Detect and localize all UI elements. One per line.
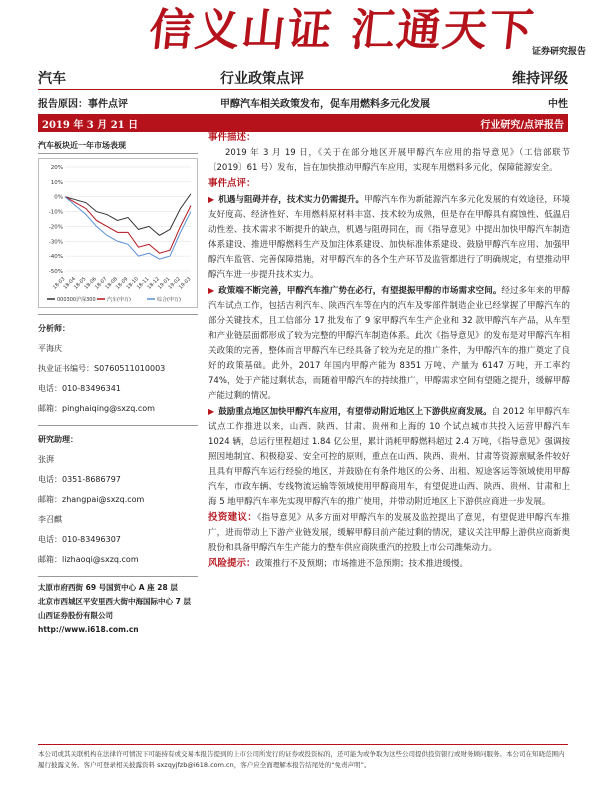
triangle-icon: ▶ [208,195,215,204]
report-date: 2019 年 3 月 21 日 [42,119,139,131]
x-tick-label: 18-12 [146,276,161,291]
event-desc: 2019 年 3 月 19 日，《关于在部分地区开展甲醇汽车应用的指导意见》（工信部联节〔2019〕61 号）发布，旨在加快推动甲醇汽车应用，实现车用燃料多元化，保障能源安全。 [208,148,570,173]
header-row-2 [38,92,568,112]
analyst-heading: 分析师： [38,324,70,333]
y-tick-label: -20% [48,224,63,231]
assistant-phone: 电话：0351-8686797 [38,475,121,484]
analyst-license: 执业证书编号：S0760511010003 [38,364,166,373]
sector: 汽车 [38,70,66,87]
sidebar [38,140,198,637]
company-url[interactable]: http://www.i618.com.cn [38,625,139,634]
y-tick-label: -30% [48,239,63,246]
y-tick-label: 0% [54,194,63,201]
point-2 [208,283,570,404]
x-tick-label: 18-09 [114,276,130,291]
advice-heading: 投资建议： [208,512,258,523]
chart-title: 汽车板块近一年市场表现 [38,140,198,154]
legend-entry: 汽车(申万) [107,297,131,303]
point-1 [208,192,570,283]
risk-text: 政策推行不及预期；市场推进不急预期；技术推进缓慢。 [255,559,469,569]
point-3-text: 自 2012 年甲醇汽车试点工作推进以来，山西、陕西、甘肃、贵州和上海的 10 个试点城市共投入运营甲醇汽车 1024 辆，总运行里程超过 1.84 亿公里，累计消耗甲醇燃料超过 2.4 万吨，《指导意见》强调按照因地制宜、积极稳妥、安全可控的原则，重点在山西、陕西、贵州、甘肃等资源禀赋条件较好且具有甲醇汽车运行经验的地区，并鼓励在有条件地区的公务、出租、短途客运等领域使用甲醇汽车，市政车辆、专线物流运输等领域使用甲醇商用车，有望促进山西、陕西、贵州、甘肃和上海 5 地甲醇汽车率先实现甲醇汽车的推广使用，并带动附近地区上下游供应商进一步发展。 [208,407,570,507]
address-block [38,581,198,637]
y-tick-label: -10% [48,209,63,216]
point-2-text: 经过多年来的甲醇汽车试点工作，包括吉利汽车、陕西汽车等在内的汽车及零部件制造企业已经掌握了甲醇汽车的部分关键技术，且工信部分 17 批发布了 9 家甲醇汽车生产企业和 32 款甲醇汽车产品，从车型和产业链层面都形成了较为完整的甲醇汽车制造体系。此次《指导意见》的发布是对甲醇汽车相关政策的完善，整体而言甲醇汽车已经具备了较为充足的推广条件，为甲醇汽车的推广奠定了良好的政策基础。此外，2017 年国内甲醇产能为 8351 万吨、产量为 6147 万吨，开工率约 74%，处于产能过剩状态，而随着甲醇汽车的持续推广，甲醇需求空间有望随之提升，缓解甲醇产能过剩的情况。 [208,286,570,401]
series-line [65,194,191,236]
event-desc-heading: 事件描述： [208,132,256,143]
x-tick-label: 18-05 [72,276,88,291]
report-banner [0,0,600,64]
event-review-heading: 事件点评： [208,178,256,189]
market-chart [38,158,198,308]
point-3 [208,404,570,510]
x-tick-label: 18-06 [83,276,98,291]
y-tick-label: 10% [50,179,63,186]
legend-entry: 000300沪深300 [57,297,96,303]
x-tick-label: 18-08 [104,276,119,291]
banner-slogan: 信义山证 汇通天下 [146,5,538,56]
banner-label: 证券研究报告 [531,47,586,57]
report-title: 甲醇汽车相关政策发布，促车用燃料多元化发展 [220,98,430,110]
y-tick-label: -50% [48,269,63,275]
triangle-icon: ▶ [208,407,215,416]
rating-value: 中性 [548,98,568,110]
assistant-name: 张湃 [38,455,54,464]
risk [208,556,570,572]
disclaimer-footer: 本公司或其关联机构在法律许可情况下可能持有或交易本报告提到的上市公司所发行的证券或投资标的，还可能为或争取为这些公司提供投资银行或财务顾问服务。本公司在知晓范围内履行披露义务。客户可登录相关披露资料 sxzqyjfzb@i618.com.cn，客户应全面理解本报告结尾处的“免责声明”。 [38,744,568,771]
advice [208,510,570,556]
report-reason: 报告原因：事件点评 [38,98,128,110]
risk-heading: 风险提示： [208,558,256,569]
x-tick-label: 19-02 [167,276,182,291]
rating: 维持评级 [512,70,568,87]
assistant-email[interactable]: 邮箱：zhangpai@sxzq.com [38,495,145,504]
point-2-heading: 政策端不断完善，甲醇汽车推广势在必行，有望提振甲醇的市场需求空间。 [218,286,502,296]
x-tick-label: 19-01 [156,276,172,291]
analyst-block [38,319,198,419]
x-tick-label: 19-03 [177,276,193,291]
point-3-heading: 鼓励重点地区加快甲醇汽车应用，有望带动附近地区上下游供应商发展。 [218,407,492,417]
report-category: 行业研究/点评报告 [480,119,564,131]
x-tick-label: 18-03 [51,276,67,291]
analyst-email[interactable]: 邮箱：pinghaiqing@sxzq.com [38,404,155,413]
report-type: 行业政策点评 [220,70,304,87]
series-line [65,197,191,259]
main-content [208,130,570,572]
assistant-phone: 电话：010-83496307 [38,535,121,544]
x-tick-label: 18-10 [125,276,140,291]
y-tick-label: 20% [50,165,63,171]
analyst-phone: 电话：010-83496341 [38,384,121,393]
point-1-heading: 机遇与阻碍并存，技术实力仍需提升。 [218,195,365,205]
assistant-block [38,430,198,570]
x-tick-label: 18-04 [62,276,77,291]
triangle-icon: ▶ [208,286,215,295]
advice-text: 《指导意见》从多方面对甲醇汽车的发展及监控提出了意见，有望促进甲醇汽车推广，进而带动上下游产业链发展，缓解甲醇目前产能过剩的情况，建议关注甲醇上游供应商新奥股份和具备甲醇汽车生产能力的整车供应商陕重汽的控股上市公司潍柴动力。 [208,513,570,553]
assistant-email[interactable]: 邮箱：lizhaoqi@sxzq.com [38,555,139,564]
address-line: 北京市西城区平安里西大街中海国际中心 7 层 [38,597,191,606]
company-name: 山西证券股份有限公司 [38,611,113,620]
assistant-heading: 研究助理： [38,435,78,444]
chart-svg [39,159,197,307]
x-tick-label: 18-11 [135,276,151,291]
address-line: 太原市府西街 69 号国贸中心 A 座 28 层 [38,583,178,592]
point-1-text: 甲醇汽车作为新能源汽车多元化发展的有效途径，环境友好度高、经济性好、车用燃料原材料丰富、技术较为成熟，但是存在甲醇具有腐蚀性、低温启动性差、技术需求不断提升的缺点，机遇与阻碍同在，而《指导意见》中提出加快甲醇汽车制造体系建设、推进甲醇燃料生产及加注体系建设、加快标准体系建设、鼓励甲醇汽车应用、加强甲醇汽车监管、完善保障措施，对甲醇汽车的各个生产环节及监管都进行了明确规定，有望推动甲醇汽车进一步提升技术实力。 [208,195,570,280]
assistant-name: 李召麒 [38,515,62,524]
header-row-1 [38,66,568,90]
x-tick-label: 18-07 [93,276,109,291]
y-tick-label: -40% [48,254,63,261]
legend-entry: 综合(申万) [157,297,181,303]
analyst-name: 平海庆 [38,344,62,353]
